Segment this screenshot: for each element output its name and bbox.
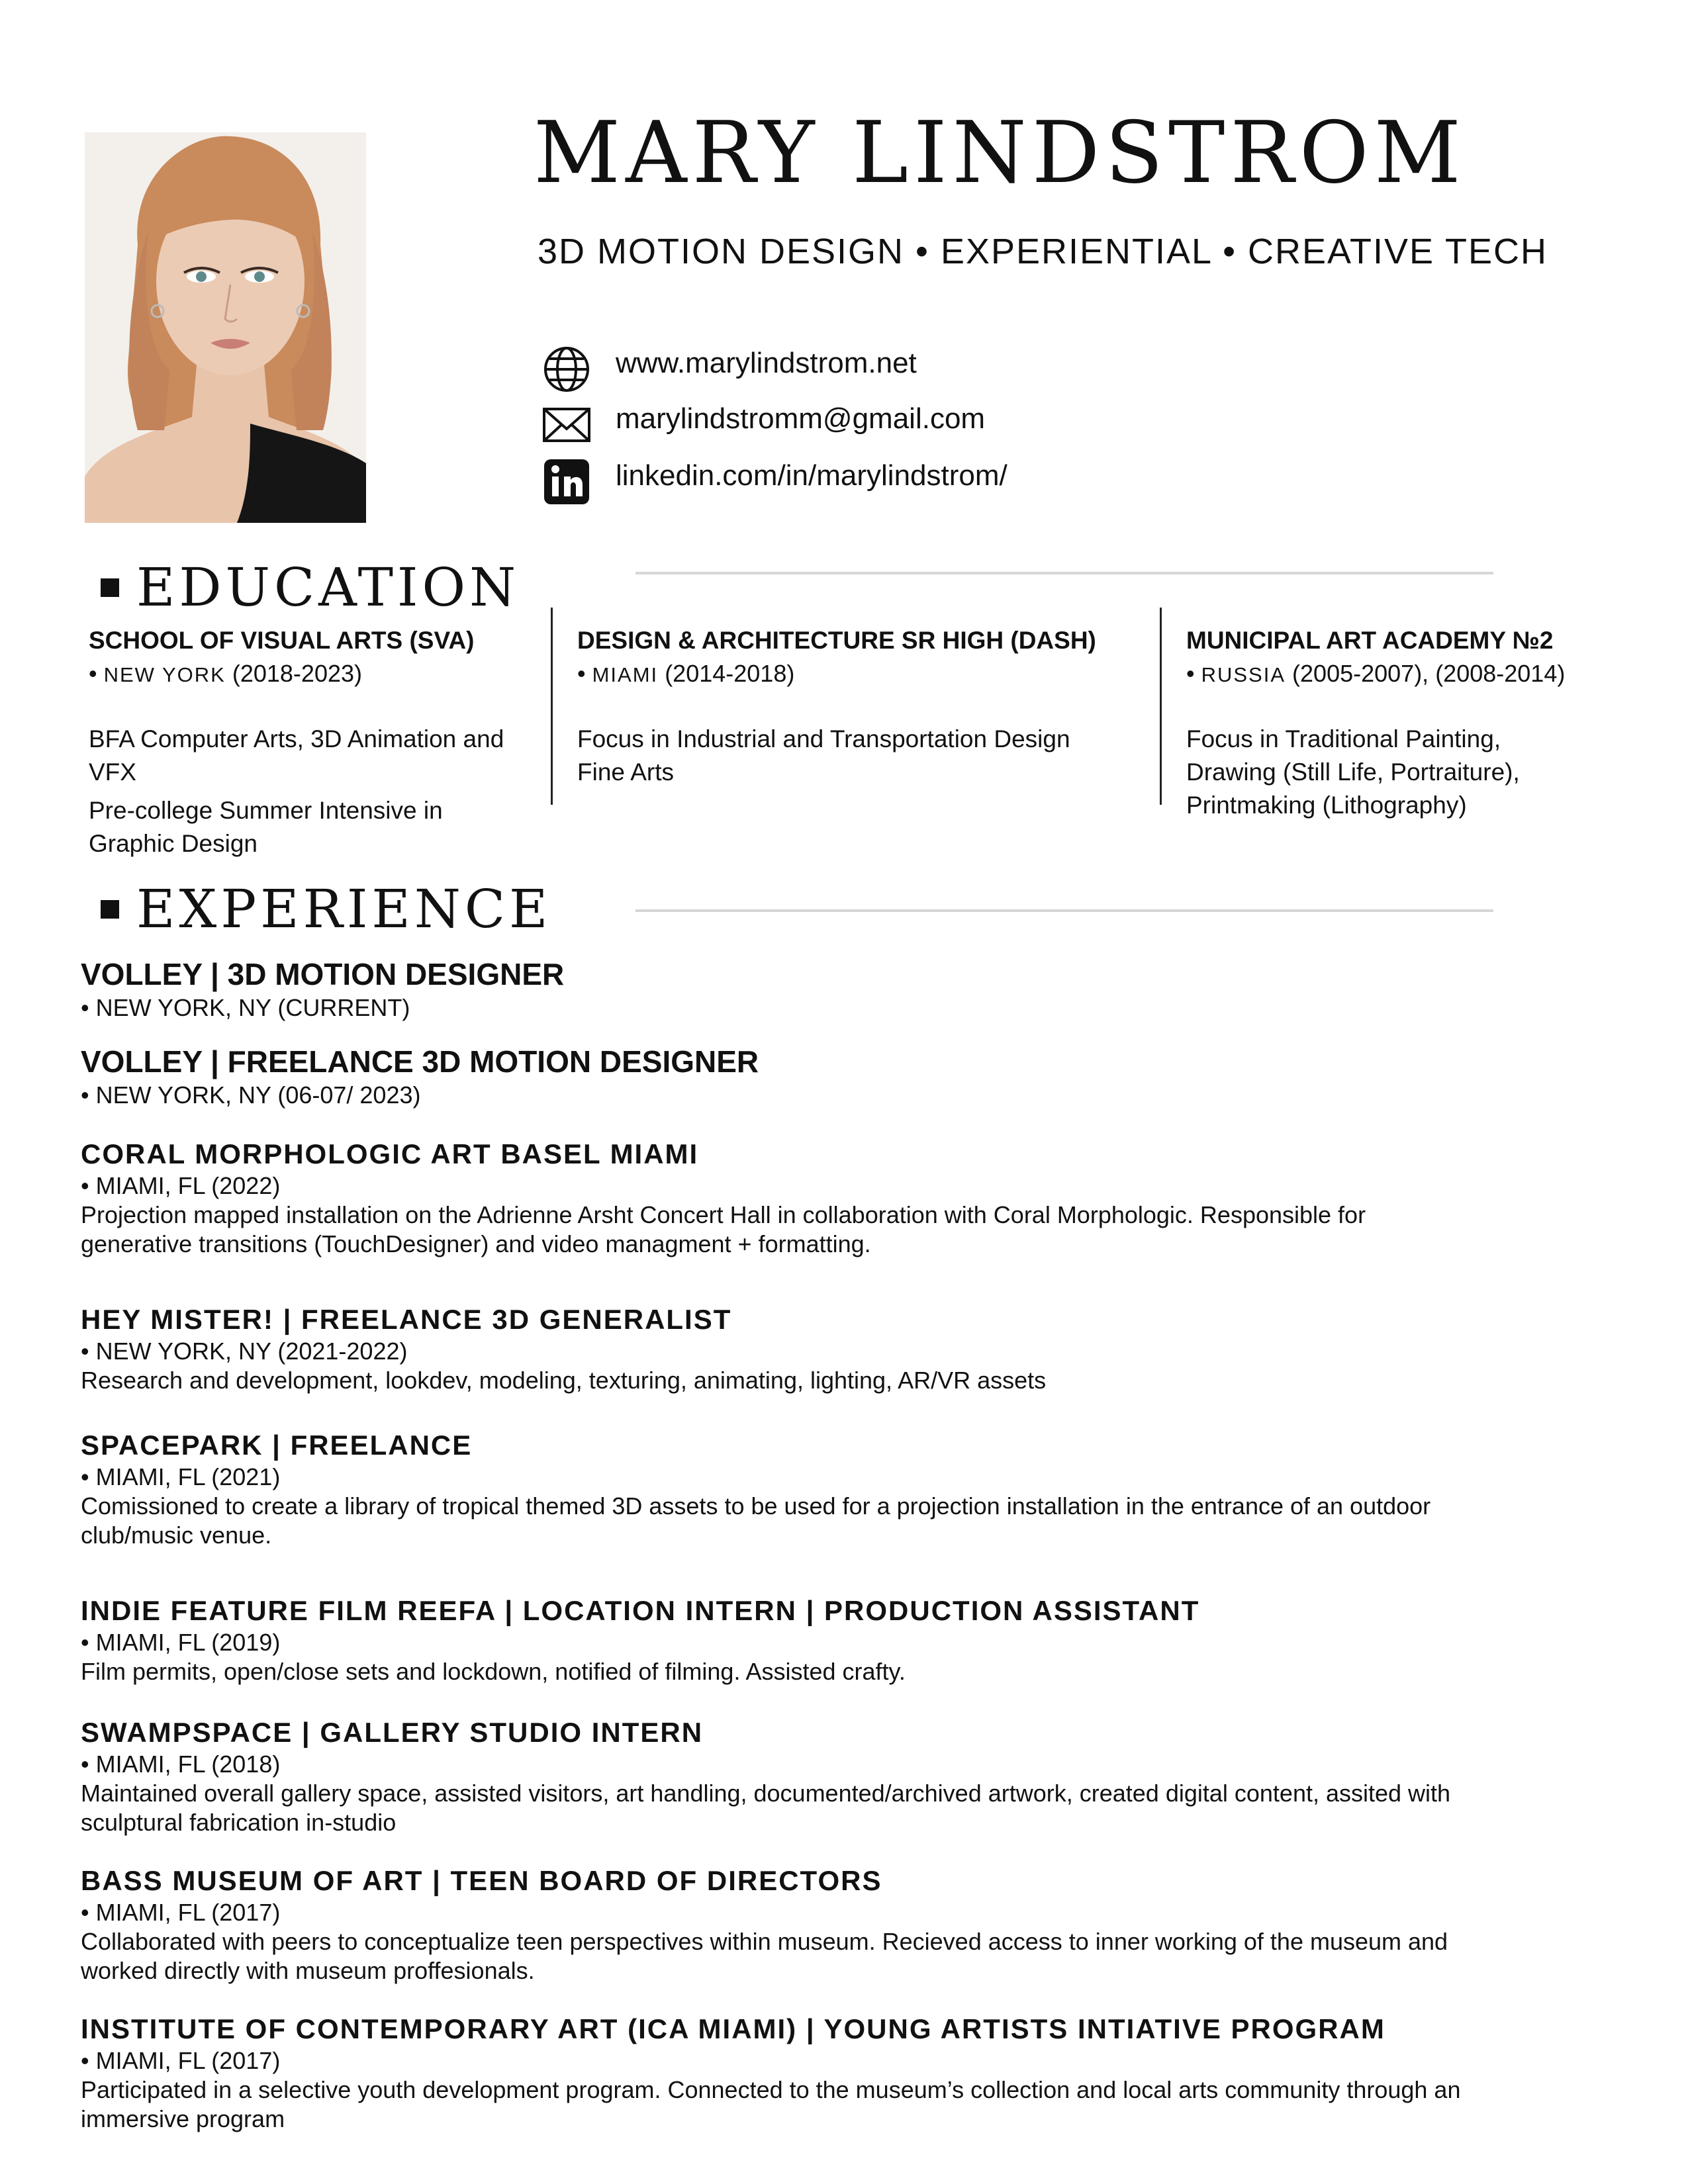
school-name: DESIGN & ARCHITECTURE SR HIGH (DASH)	[577, 627, 1096, 654]
description-line: Film permits, open/close sets and lockdown, notified of filming. Assisted crafty.	[81, 1658, 906, 1686]
job-title: VOLLEY | FREELANCE 3D MOTION DESIGNER	[81, 1044, 759, 1079]
detail-line: Printmaking (Lithography)	[1186, 791, 1467, 819]
job-title: SPACEPARK | FREELANCE	[81, 1430, 473, 1461]
job-description	[81, 1779, 1617, 1837]
education-heading	[101, 557, 520, 618]
job-title: SWAMPSPACE | GALLERY STUDIO INTERN	[81, 1717, 704, 1748]
school-city: MIAMI	[592, 663, 659, 687]
detail-line: Pre-college Summer Intensive in	[89, 796, 443, 824]
school-location: • NEW YORK (2018-2023)	[89, 660, 362, 688]
job-title: BASS MUSEUM OF ART | TEEN BOARD OF DIRECTORS	[81, 1865, 882, 1896]
job-description	[81, 2075, 1617, 2134]
description-line: sculptural fabrication in-studio	[81, 1809, 397, 1837]
job-title: INSTITUTE OF CONTEMPORARY ART (ICA MIAMI) | YOUNG ARTISTS INTIATIVE PROGRAM	[81, 2013, 1385, 2044]
description-line: worked directly with museum proffesionals.	[81, 1957, 535, 1985]
description-line: Research and development, lookdev, modeling, texturing, animating, lighting, AR/VR assets	[81, 1367, 1047, 1394]
job-description	[81, 1927, 1617, 1985]
detail-line: Focus in Industrial and Transportation Design	[577, 725, 1070, 752]
school-name: SCHOOL OF VISUAL ARTS (SVA)	[89, 627, 475, 654]
experience-entry	[81, 1595, 1617, 1686]
school-city: NEW YORK	[103, 663, 226, 687]
experience-entry	[81, 2013, 1617, 2134]
job-title: INDIE FEATURE FILM REEFA | LOCATION INTERN | PRODUCTION ASSISTANT	[81, 1595, 1200, 1626]
school-name: MUNICIPAL ART ACADEMY №2	[1186, 627, 1554, 654]
experience-entry	[81, 1865, 1617, 1985]
school-details	[1186, 723, 1565, 822]
experience-entry	[81, 1717, 1617, 1837]
column-divider	[551, 608, 553, 805]
job-title: HEY MISTER! | FREELANCE 3D GENERALIST	[81, 1304, 732, 1335]
school-years: (2018-2023)	[232, 660, 362, 688]
description-line: Projection mapped installation on the Adrienne Arsht Concert Hall in collaboration with Coral Morphologic. Responsible for	[81, 1201, 1366, 1229]
profile-photo	[85, 132, 366, 523]
email-link[interactable]: marylindstromm@gmail.com	[616, 402, 986, 435]
school-years: (2005-2007), (2008-2014)	[1292, 660, 1566, 688]
linkedin-icon	[541, 457, 592, 507]
education-heading-label: EDUCATION	[136, 557, 520, 618]
school-location: • RUSSIA (2005-2007), (2008-2014)	[1186, 660, 1566, 688]
description-line: Maintained overall gallery space, assisted visitors, art handling, documented/archived artwork, created digital content, assited with	[81, 1780, 1451, 1807]
school-years: (2014-2018)	[665, 660, 795, 688]
job-location: • NEW YORK, NY (2021-2022)	[81, 1338, 408, 1365]
experience-entry	[81, 1430, 1617, 1550]
job-location: • MIAMI, FL (2022)	[81, 1172, 281, 1200]
bullet-square-icon	[101, 900, 119, 919]
description-line: generative transitions (TouchDesigner) and video managment + formatting.	[81, 1230, 871, 1258]
description-line: Collaborated with peers to conceptualize teen perspectives within museum. Recieved access to inner working of the museum and	[81, 1928, 1448, 1956]
experience-rule	[635, 909, 1493, 912]
education-entry	[577, 626, 1096, 789]
detail-line: BFA Computer Arts, 3D Animation and	[89, 725, 504, 752]
description-line: club/music venue.	[81, 1522, 272, 1549]
column-divider	[1160, 608, 1162, 805]
job-description	[81, 1366, 1617, 1395]
job-description	[81, 1201, 1617, 1259]
detail-line: Drawing (Still Life, Portraiture),	[1186, 758, 1520, 786]
job-location: • MIAMI, FL (2017)	[81, 2047, 281, 2075]
detail-line: Focus in Traditional Painting,	[1186, 725, 1501, 752]
education-rule	[635, 572, 1493, 574]
school-details	[89, 723, 504, 860]
job-location: • MIAMI, FL (2017)	[81, 1899, 281, 1927]
bullet-square-icon	[101, 578, 119, 597]
job-title: VOLLEY | 3D MOTION DESIGNER	[81, 957, 565, 991]
job-title: CORAL MORPHOLOGIC ART BASEL MIAMI	[81, 1138, 699, 1169]
school-location: • MIAMI (2014-2018)	[577, 660, 795, 688]
description-line: immersive program	[81, 2105, 285, 2133]
job-location: • NEW YORK, NY (06-07/ 2023)	[81, 1081, 421, 1109]
globe-icon	[541, 344, 592, 394]
experience-entry	[81, 1138, 1617, 1259]
job-location: • NEW YORK, NY (CURRENT)	[81, 993, 410, 1021]
school-city: RUSSIA	[1201, 663, 1286, 687]
website-link[interactable]: www.marylindstrom.net	[616, 347, 917, 379]
detail-line: Graphic Design	[89, 829, 258, 857]
job-location: • MIAMI, FL (2018)	[81, 1751, 281, 1778]
envelope-icon	[541, 400, 592, 450]
job-location: • MIAMI, FL (2019)	[81, 1629, 281, 1657]
experience-entry	[81, 1304, 1617, 1395]
education-entry	[89, 626, 504, 860]
experience-entry	[81, 1044, 1617, 1110]
education-entry	[1186, 626, 1565, 822]
experience-entry	[81, 957, 1617, 1023]
description-line: Comissioned to create a library of tropical themed 3D assets to be used for a projection installation in the entrance of an outdoor	[81, 1492, 1431, 1520]
school-details	[577, 723, 1096, 789]
detail-line: Fine Arts	[577, 758, 674, 786]
candidate-name: MARY LINDSTROM	[534, 104, 1466, 203]
experience-heading	[101, 878, 552, 940]
description-line: Participated in a selective youth development program. Connected to the museum’s collection and local arts community through an	[81, 2076, 1461, 2104]
job-description	[81, 1657, 1617, 1686]
experience-heading-label: EXPERIENCE	[136, 878, 552, 940]
job-description	[81, 1492, 1617, 1550]
detail-line: VFX	[89, 758, 136, 786]
tagline: 3D MOTION DESIGN • EXPERIENTIAL • CREATIVE TECH	[538, 232, 1548, 271]
job-location: • MIAMI, FL (2021)	[81, 1463, 281, 1491]
linkedin-link[interactable]: linkedin.com/in/marylindstrom/	[616, 459, 1008, 492]
